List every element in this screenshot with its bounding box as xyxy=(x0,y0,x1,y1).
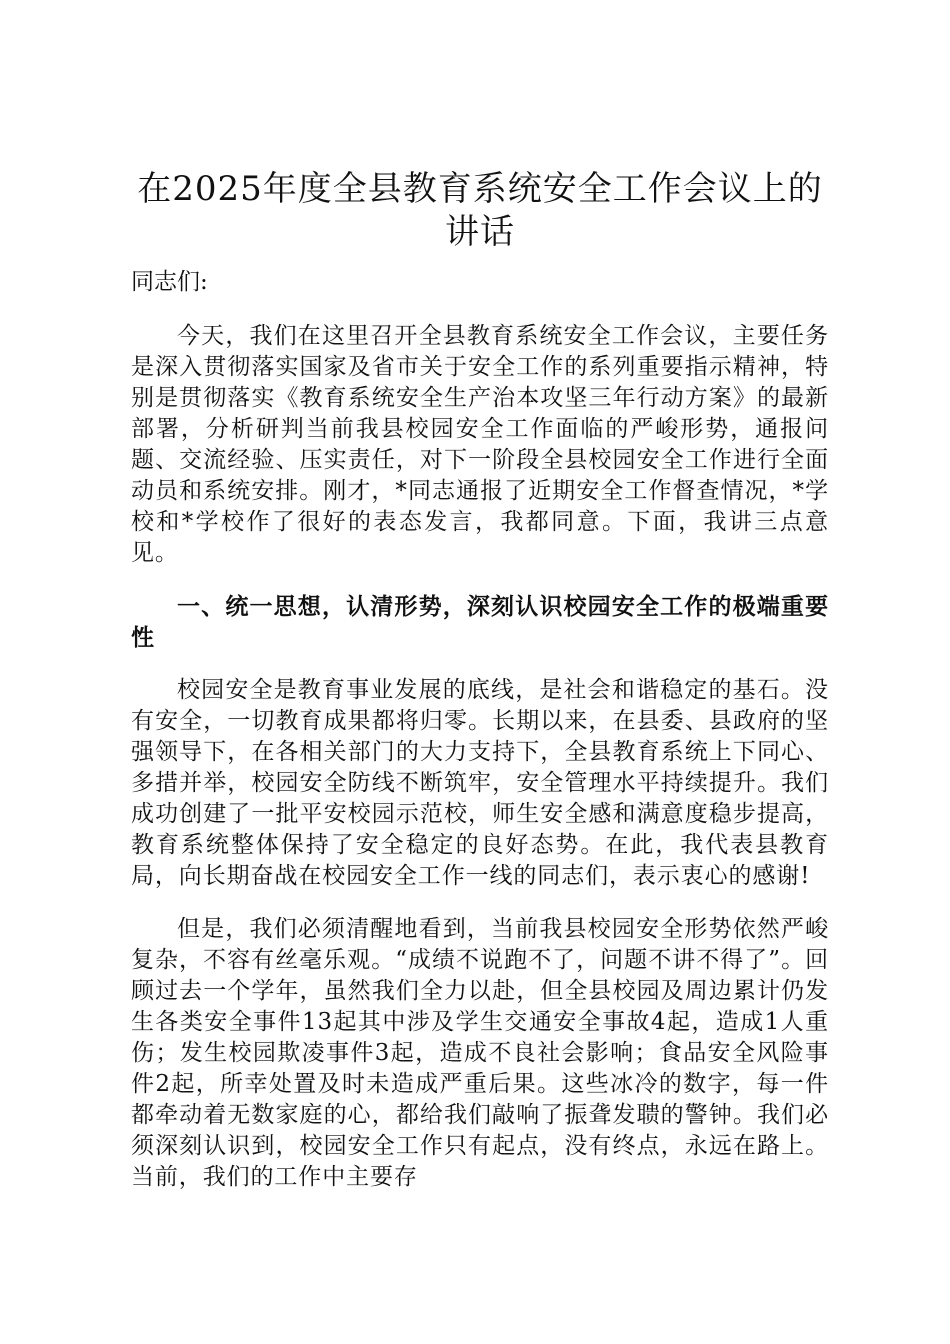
document-body xyxy=(131,168,829,1193)
salutation: 同志们: xyxy=(131,269,208,295)
body-paragraph-2: 但是，我们必须清醒地看到，当前我县校园安全形势依然严峻复杂，不容有丝毫乐观。“成绩不说跑不了，问题不讲不得了”。回顾过去一个学年，虽然我们全力以赴，但全县校园及周边累计仍发生各类安全事件13起其中涉及学生交通安全事故4起，造成1人重伤；发生校园欺凌事件3起，造成不良社会影响；食品安全风险事件2起，所幸处置及时未造成严重后果。这些冰冷的数字，每一件都牵动着无数家庭的心，都给我们敲响了振聋发聩的警钟。我们必须深刻认识到，校园安全工作只有起点，没有终点，永远在路上。当前，我们的工作中主要存 xyxy=(131,916,829,1190)
section-heading-1: 一、统一思想，认清形势，深刻认识校园安全工作的极端重要性 xyxy=(131,593,829,651)
opening-paragraph: 今天，我们在这里召开全县教育系统安全工作会议，主要任务是深入贯彻落实国家及省市关于安全工作的系列重要指示精神，特别是贯彻落实《教育系统安全生产治本攻坚三年行动方案》的最新部署，分析研判当前我县校园安全工作面临的严峻形势，通报问题、交流经验、压实责任，对下一阶段全县校园安全工作进行全面动员和系统安排。刚才，*同志通报了近期安全工作督查情况，*学校和*学校作了很好的表态发言，我都同意。下面，我讲三点意见。 xyxy=(131,323,829,566)
body-paragraph-1: 校园安全是教育事业发展的底线，是社会和谐稳定的基石。没有安全，一切教育成果都将归零。长期以来，在县委、县政府的坚强领导下，在各相关部门的大力支持下，全县教育系统上下同心、多措并举，校园安全防线不断筑牢，安全管理水平持续提升。我们成功创建了一批平安校园示范校，师生安全感和满意度稳步提高，教育系统整体保持了安全稳定的良好态势。在此，我代表县教育局，向长期奋战在校园安全工作一线的同志们，表示衷心的感谢! xyxy=(131,677,829,889)
document-title: 在2025年度全县教育系统安全工作会议上的讲话 xyxy=(137,169,823,252)
